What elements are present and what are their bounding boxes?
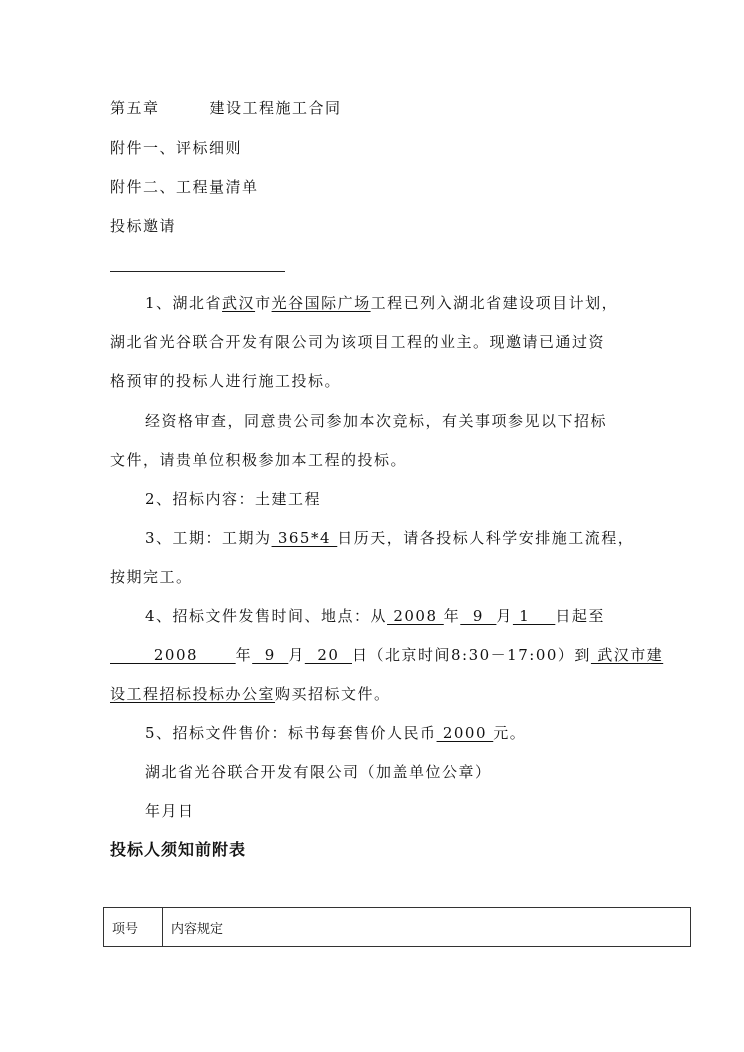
text: 年 [443,607,461,625]
project-name: 光谷国际广场 [271,294,371,312]
bid-scope: 2、招标内容：土建工程 [145,490,322,508]
chapter-title: 建设工程施工合同 [209,99,342,117]
text: 市 [255,294,272,312]
sale-time-line-3 [110,684,391,704]
table-header-row [104,908,691,947]
start-day: 1 [512,607,556,625]
end-year: 2008 [110,646,236,664]
paragraph-1-line-3: 格预审的投标人进行施工投标。 [110,372,342,390]
divider [110,271,285,272]
paragraph-2-line-2: 文件，请贵单位积极参加本工程的投标。 [110,451,408,469]
header-item-no: 项号 [104,908,163,947]
start-month: 9 [460,607,497,625]
end-month: 9 [252,646,289,664]
text: 日历天，请各投标人科学安排施工流程， [337,529,635,547]
text: 日（北京时间8:30－17:00）到 [352,646,591,664]
paragraph-1-line-1 [145,293,618,313]
text: 3、工期：工期为 [145,529,272,547]
toc-chapter-5 [110,98,342,118]
invitation-title: 投标邀请 [110,217,177,235]
text: 1、湖北省 [145,294,223,312]
header-content: 内容规定 [163,908,691,947]
end-day: 20 [304,646,352,664]
text: 月 [288,646,305,664]
price-value: 2000 [436,724,494,742]
document-price [145,723,526,743]
city-value: 武汉 [222,294,256,312]
text: 月 [496,607,513,625]
text: 工程已列入湖北省建设项目计划， [370,294,619,312]
issue-date: 年月日 [145,802,195,820]
paragraph-2-line-1: 经资格审查，同意贵公司参加本次竞标，有关事项参见以下招标 [145,412,608,430]
construction-period-line-1 [145,528,634,548]
text: 年 [235,646,253,664]
paragraph-1-line-2: 湖北省光谷联合开发有限公司为该项目工程的业主。现邀请已通过资 [110,333,606,351]
text: 元。 [493,724,527,742]
text: 4、招标文件发售时间、地点：从 [145,607,388,625]
construction-period-line-2: 按期完工。 [110,568,193,586]
text: 5、招标文件售价：标书每套售价人民币 [145,724,437,742]
toc-annex-2: 附件二、工程量清单 [110,178,259,196]
period-days: 365*4 [271,529,338,547]
sale-place-part-2: 设工程招标投标办公室 [110,685,276,703]
sale-time-line-1 [145,606,605,626]
toc-annex-1: 附件一、评标细则 [110,139,243,157]
chapter-number: 第五章 [110,99,160,117]
bidder-instructions-table [103,907,691,947]
issuer-signature: 湖北省光谷联合开发有限公司（加盖单位公章） [145,763,492,781]
start-year: 2008 [387,607,444,625]
text: 购买招标文件。 [275,685,391,703]
section-title: 投标人须知前附表 [110,840,247,859]
sale-time-line-2 [110,645,663,665]
text: 日起至 [555,607,605,625]
sale-place-part-1: 武汉市建 [590,646,664,664]
